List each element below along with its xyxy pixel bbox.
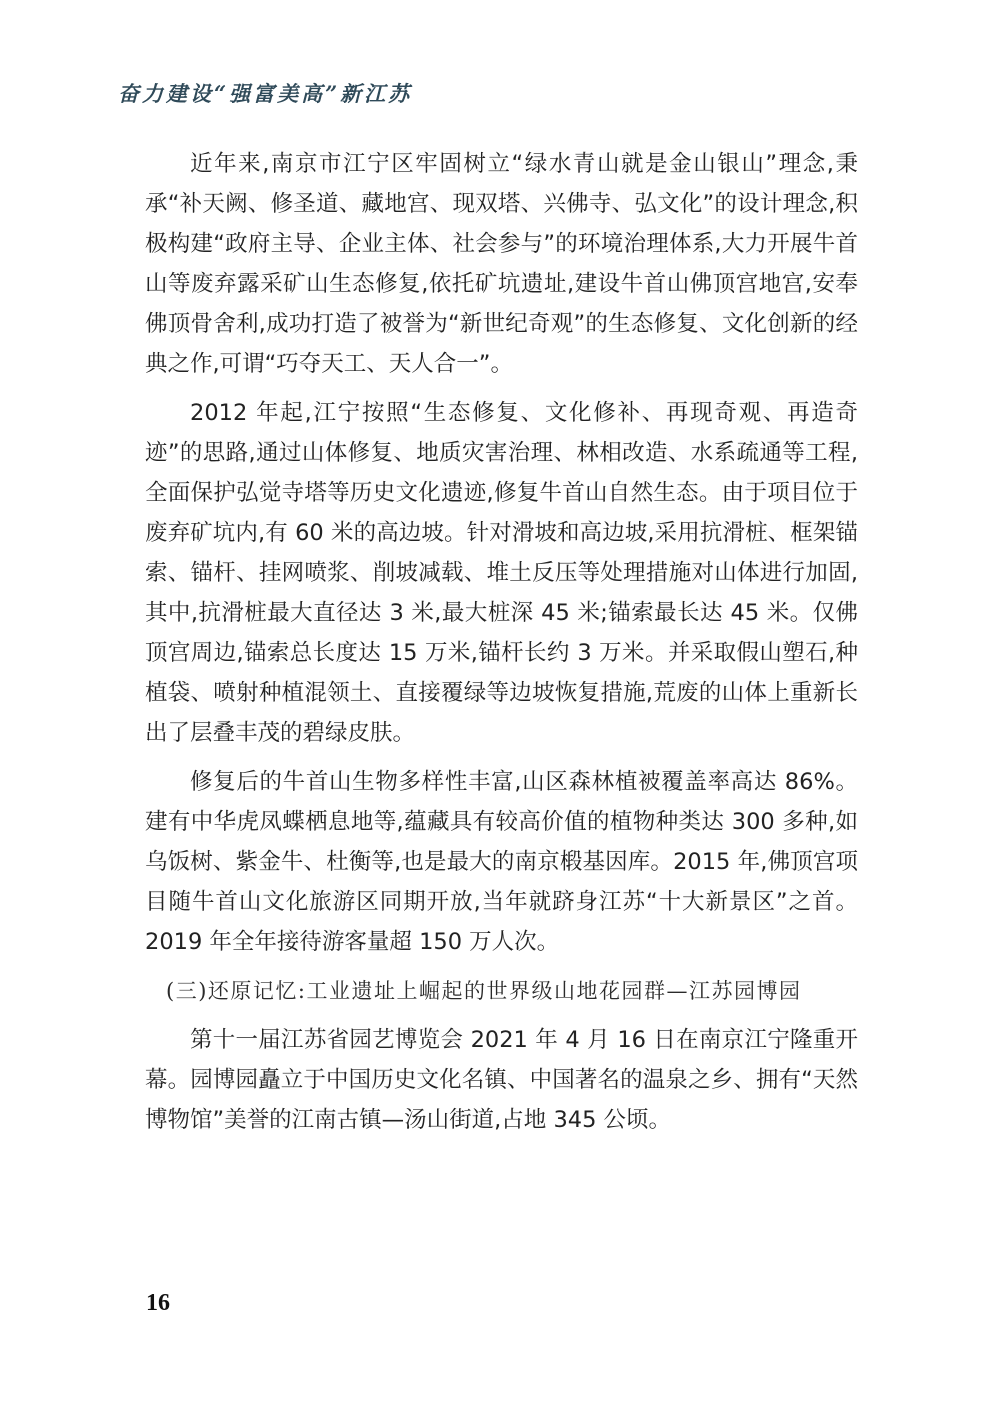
page-number: 16: [146, 1290, 170, 1316]
paragraph-garden-expo: 第十一届江苏省园艺博览会 2021 年 4 月 16 日在南京江宁隆重开幕。园博园矗立于中国历史文化名镇、中国著名的温泉之乡、拥有“天然博物馆”美誉的江南古镇—汤山街道,占地 345 公顷。: [145, 1027, 858, 1133]
section-heading: (三)还原记忆:工业遗址上崛起的世界级山地花园群—江苏园博园: [166, 979, 802, 1003]
body-text: [145, 144, 858, 1149]
paragraph-restoration-2012: 2012 年起,江宁按照“生态修复、文化修补、再现奇观、再造奇迹”的思路,通过山体修复、地质灾害治理、林相改造、水系疏通等工程,全面保护弘觉寺塔等历史文化遗迹,修复牛首山自然生态。由于项目位于废弃矿坑内,有 60 米的高边坡。针对滑坡和高边坡,采用抗滑桩、框架锚索、锚杆、挂网喷浆、削坡减载、堆土反压等处理措施对山体进行加固,其中,抗滑桩最大直径达 3 米,最大桩深 45 米;锚索最长达 45 米。仅佛顶宫周边,锚索总长度达 15 万米,锚杆长约 3 万米。并采取假山塑石,种植袋、喷射种植混领土、直接覆绿等边坡恢复措施,荒废的山体上重新长出了层叠丰茂的碧绿皮肤。: [145, 400, 858, 746]
paragraph-biodiversity: 修复后的牛首山生物多样性丰富,山区森林植被覆盖率高达 86%。建有中华虎凤蝶栖息地等,蕴藏具有较高价值的植物种类达 300 多种,如乌饭树、紫金牛、杜衡等,也是最大的南京椴基因库。2015 年,佛顶宫项目随牛首山文化旅游区同期开放,当年就跻身江苏“十大新景区”之首。2019 年全年接待游客量超 150 万人次。: [145, 769, 858, 955]
paragraph-jiangning-ecology: 近年来,南京市江宁区牢固树立“绿水青山就是金山银山”理念,秉承“补天阙、修圣道、藏地宫、现双塔、兴佛寺、弘文化”的设计理念,积极构建“政府主导、企业主体、社会参与”的环境治理体系,大力开展牛首山等废弃露采矿山生态修复,依托矿坑遗址,建设牛首山佛顶宫地宫,安奉佛顶骨舍利,成功打造了被誉为“新世纪奇观”的生态修复、文化创新的经典之作,可谓“巧夺天工、天人合一”。: [145, 151, 858, 377]
running-header: 奋力建设“强富美高”新江苏: [118, 81, 413, 106]
